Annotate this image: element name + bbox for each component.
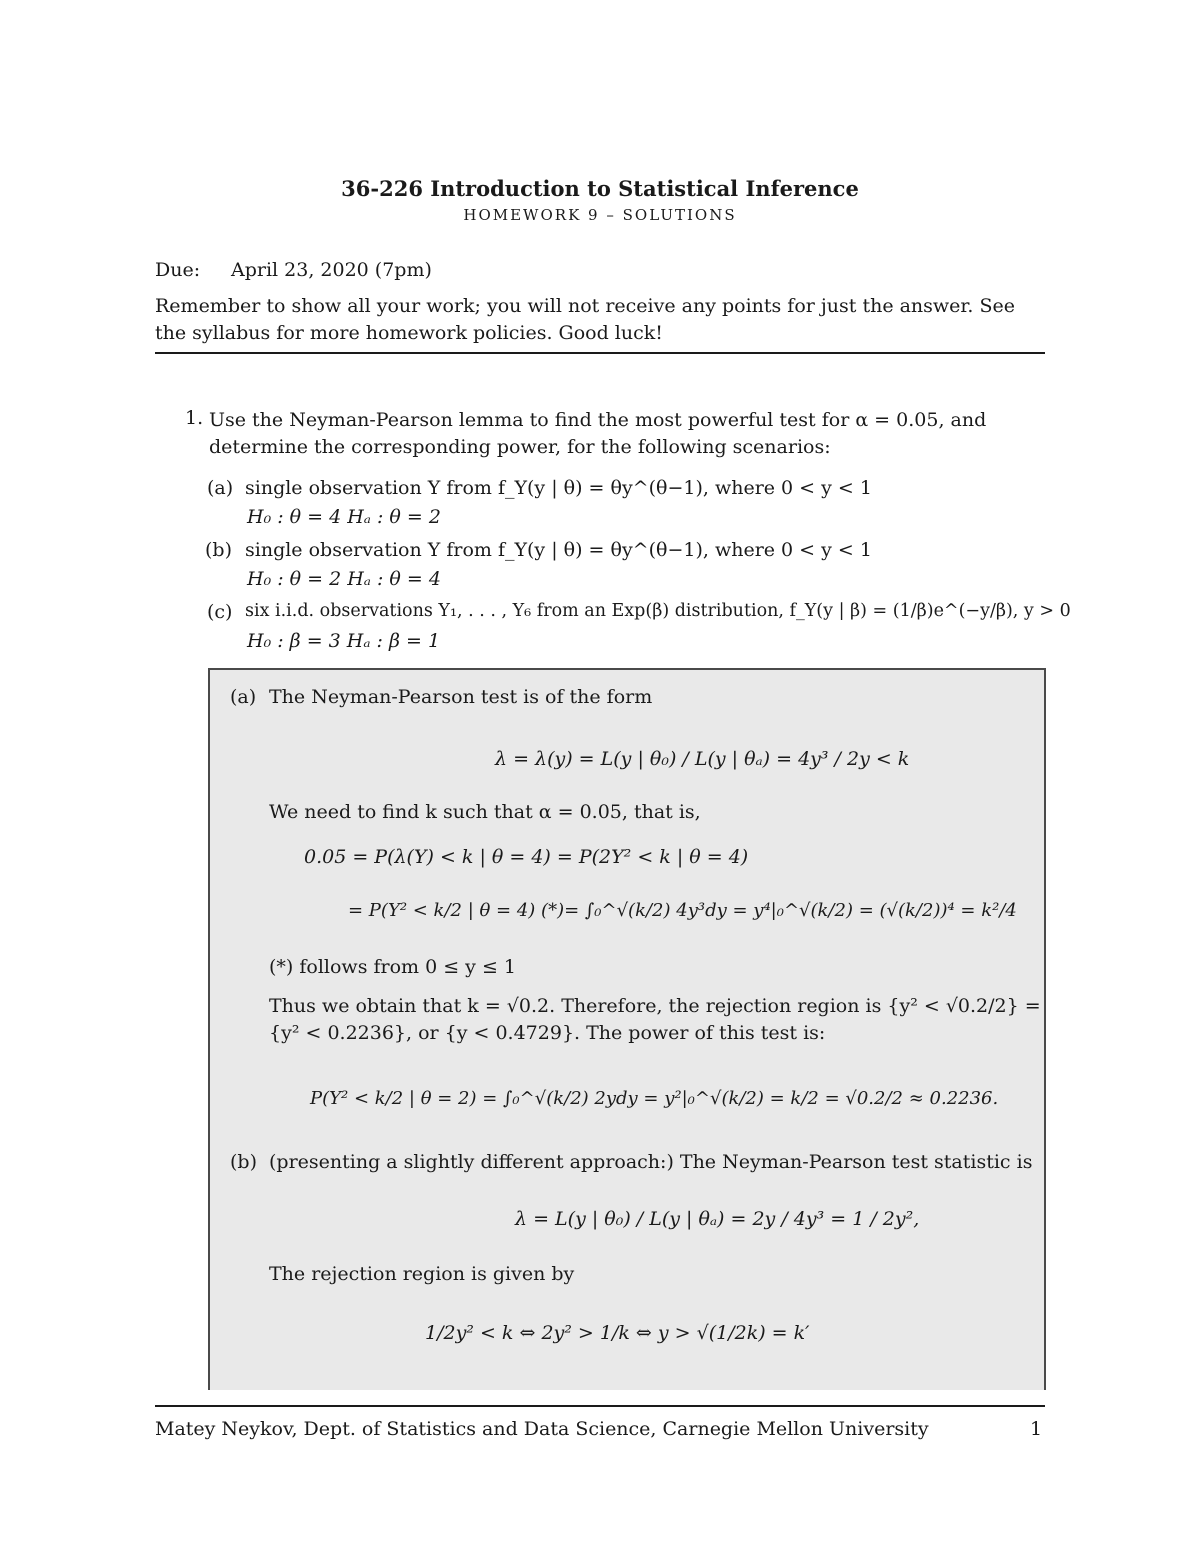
solution-b-intro: (presenting a slightly different approach:) The Neyman-Pearson test statistic is bbox=[269, 1151, 1033, 1173]
page-number: 1 bbox=[1030, 1418, 1043, 1440]
solution-a-power: P(Y² < k/2 | θ = 2) = ∫₀^√(k/2) 2ydy = y²|₀^√(k/2) = k/2 = √0.2/2 ≈ 0.2236. bbox=[310, 1088, 999, 1109]
part-a-statement: single observation Y from f_Y(y | θ) = θy^(θ−1), where 0 < y < 1 bbox=[245, 477, 872, 499]
question-number: 1. bbox=[185, 407, 204, 429]
solution-a-label: (a) bbox=[230, 686, 257, 708]
part-c-hypotheses: H₀ : β = 3 Hₐ : β = 1 bbox=[247, 630, 441, 652]
solution-a-likelihood-ratio: λ = λ(y) = L(y | θ₀) / L(y | θₐ) = 4y³ / 2y < k bbox=[495, 748, 910, 770]
solution-b-rejection-text: The rejection region is given by bbox=[269, 1263, 575, 1285]
solution-b-rejection-region: 1/2y² < k ⇔ 2y² > 1/k ⇔ y > √(1/2k) = k′ bbox=[425, 1322, 810, 1344]
due-label: Due: bbox=[155, 259, 201, 281]
part-b-hypotheses: H₀ : θ = 2 Hₐ : θ = 4 bbox=[247, 568, 441, 590]
solution-a-intro: The Neyman-Pearson test is of the form bbox=[269, 686, 653, 708]
due-date: April 23, 2020 (7pm) bbox=[231, 259, 432, 281]
footer-author: Matey Neykov, Dept. of Statistics and Data Science, Carnegie Mellon University bbox=[155, 1418, 929, 1440]
solution-b-test-statistic: λ = L(y | θ₀) / L(y | θₐ) = 2y / 4y³ = 1 / 2y², bbox=[515, 1208, 920, 1230]
solution-a-note: (*) follows from 0 ≤ y ≤ 1 bbox=[269, 956, 516, 978]
document-subtitle: HOMEWORK 9 – SOLUTIONS bbox=[463, 206, 737, 224]
solution-a-conclusion-line1: Thus we obtain that k = √0.2. Therefore, the rejection region is {y² < √0.2/2} = bbox=[269, 995, 1041, 1017]
part-c-label: (c) bbox=[207, 601, 233, 623]
part-a-hypotheses: H₀ : θ = 4 Hₐ : θ = 2 bbox=[247, 506, 441, 528]
part-b-statement: single observation Y from f_Y(y | θ) = θy^(θ−1), where 0 < y < 1 bbox=[245, 539, 872, 561]
part-b-label: (b) bbox=[205, 539, 232, 561]
solution-a-conclusion-line2: {y² < 0.2236}, or {y < 0.4729}. The power of this test is: bbox=[269, 1022, 826, 1044]
solution-a-size-equation: 0.05 = P(λ(Y) < k | θ = 4) = P(2Y² < k | θ = 4) bbox=[304, 846, 749, 868]
solution-a-find-k: We need to find k such that α = 0.05, that is, bbox=[269, 801, 701, 823]
part-c-statement: six i.i.d. observations Y₁, . . . , Y₆ from an Exp(β) distribution, f_Y(y | β) = (1/β)e^(−y/β), y > 0 bbox=[245, 601, 1071, 621]
part-a-label: (a) bbox=[207, 477, 234, 499]
header-divider bbox=[155, 352, 1045, 354]
footer-divider bbox=[155, 1405, 1045, 1407]
instructions-text: Remember to show all your work; you will not receive any points for just the answer. See the syllabus for more homework policies. Good luck! bbox=[155, 295, 1016, 344]
solution-a-integral: = P(Y² < k/2 | θ = 4) (*)= ∫₀^√(k/2) 4y³dy = y⁴|₀^√(k/2) = (√(k/2))⁴ = k²/4 bbox=[348, 900, 1017, 921]
document-title: 36-226 Introduction to Statistical Inference bbox=[341, 176, 859, 201]
solution-b-label: (b) bbox=[230, 1151, 257, 1173]
solution-box bbox=[208, 668, 1046, 1390]
question-text: Use the Neyman-Pearson lemma to find the most powerful test for α = 0.05, and determine the corresponding power, for the following scenarios: bbox=[209, 409, 987, 458]
